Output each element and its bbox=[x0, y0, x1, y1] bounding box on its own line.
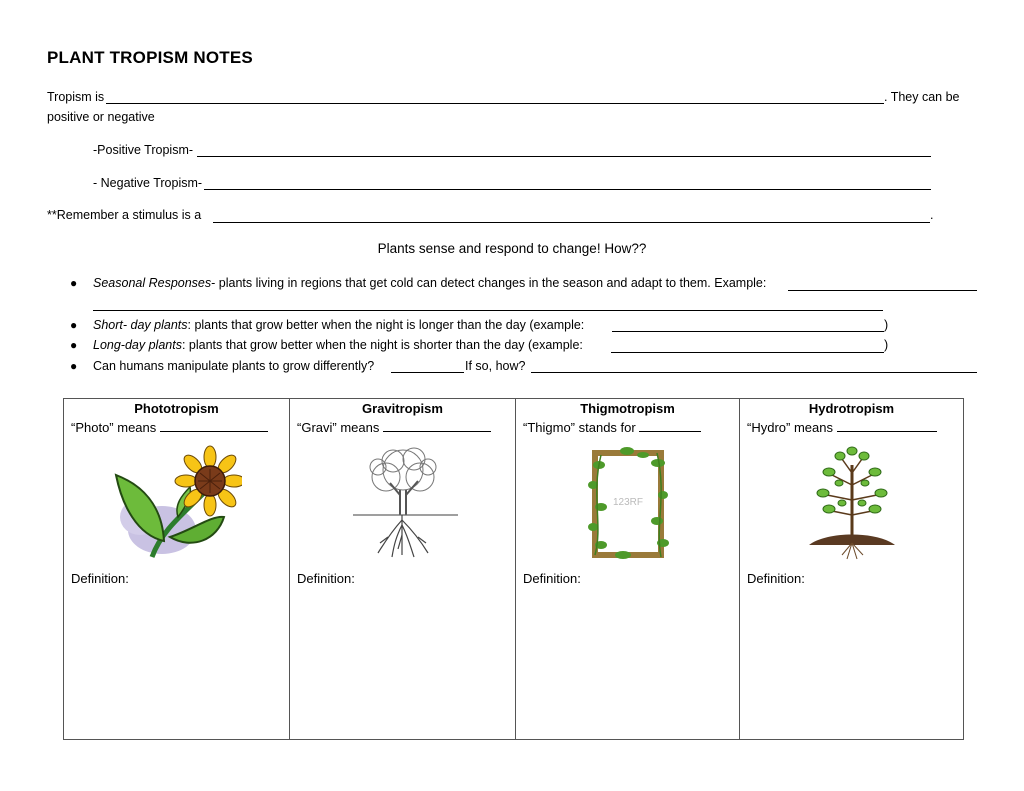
means-blank[interactable] bbox=[160, 419, 268, 432]
seasonal-example-blank[interactable] bbox=[788, 290, 977, 291]
column-phototropism bbox=[64, 399, 290, 740]
tropism-continuation: positive or negative bbox=[47, 110, 155, 124]
close-paren: ) bbox=[884, 338, 889, 352]
means-blank[interactable] bbox=[639, 419, 701, 432]
negative-tropism-blank[interactable] bbox=[204, 189, 931, 190]
definition-label: Definition: bbox=[71, 571, 129, 586]
bullet-term: Seasonal Responses bbox=[93, 276, 212, 290]
tropism-table bbox=[63, 398, 964, 740]
bullet-icon: ● bbox=[70, 318, 78, 332]
section-heading: Plants sense and respond to change! How?? bbox=[377, 241, 647, 256]
column-thigmotropism bbox=[516, 399, 740, 740]
means-label: “Hydro” means bbox=[747, 420, 833, 435]
watermark-text: 123RF bbox=[612, 497, 643, 508]
column-hydrotropism bbox=[740, 399, 964, 740]
close-paren: ) bbox=[884, 318, 889, 332]
stimulus-blank[interactable] bbox=[213, 222, 930, 223]
means-label: “Photo” means bbox=[71, 420, 157, 435]
tropism-blank[interactable] bbox=[106, 103, 884, 104]
long-day-example-blank[interactable] bbox=[611, 352, 884, 353]
how-answer-blank[interactable] bbox=[531, 372, 977, 373]
bullet-long-day bbox=[93, 338, 583, 352]
means-blank[interactable] bbox=[837, 419, 937, 432]
sunflower-icon bbox=[112, 445, 242, 563]
tropism-prefix: Tropism is bbox=[47, 90, 105, 104]
definition-label: Definition: bbox=[297, 571, 355, 586]
column-title: Phototropism bbox=[134, 401, 219, 416]
remember-label: **Remember a stimulus is a bbox=[47, 208, 202, 222]
tropism-suffix: . They can be bbox=[884, 90, 960, 104]
bullet-short-day bbox=[93, 318, 584, 332]
bullet-text: : plants that grow better when the night is shorter than the day (example: bbox=[181, 338, 583, 352]
means-label: “Gravi” means bbox=[297, 420, 380, 435]
remember-period: . bbox=[930, 208, 934, 222]
vine-frame-icon bbox=[563, 445, 693, 563]
definition-label: Definition: bbox=[523, 571, 581, 586]
page-title: PLANT TROPISM NOTES bbox=[47, 48, 253, 67]
bullet-text: - plants living in regions that get cold can detect changes in the season and adapt to them. Example: bbox=[211, 276, 767, 290]
seasonal-example-blank-2[interactable] bbox=[93, 310, 883, 311]
column-title: Gravitropism bbox=[362, 401, 443, 416]
bullet-icon: ● bbox=[70, 276, 78, 290]
definition-label: Definition: bbox=[747, 571, 805, 586]
positive-tropism-label: -Positive Tropism- bbox=[93, 143, 194, 157]
tree-roots-icon bbox=[338, 445, 468, 563]
bullet-seasonal bbox=[93, 276, 766, 290]
bullet-icon: ● bbox=[70, 338, 78, 352]
humans-answer-blank[interactable] bbox=[391, 372, 464, 373]
bullet-text: : plants that grow better when the night is longer than the day (example: bbox=[187, 318, 585, 332]
bullet-humans-question: Can humans manipulate plants to grow differently? bbox=[93, 359, 375, 373]
bullet-term: Short- day plants bbox=[93, 318, 188, 332]
bullet-icon: ● bbox=[70, 359, 78, 373]
means-label: “Thigmo” stands for bbox=[523, 420, 636, 435]
positive-tropism-blank[interactable] bbox=[197, 156, 931, 157]
column-gravitropism bbox=[290, 399, 516, 740]
column-title: Hydrotropism bbox=[808, 401, 895, 416]
means-blank[interactable] bbox=[383, 419, 491, 432]
bullet-term: Long-day plants bbox=[93, 338, 182, 352]
column-title: Thigmotropism bbox=[580, 401, 675, 416]
short-day-example-blank[interactable] bbox=[612, 331, 884, 332]
negative-tropism-label: - Negative Tropism- bbox=[93, 176, 203, 190]
sprout-icon bbox=[787, 445, 917, 563]
bullet-how-question: If so, how? bbox=[465, 359, 526, 373]
